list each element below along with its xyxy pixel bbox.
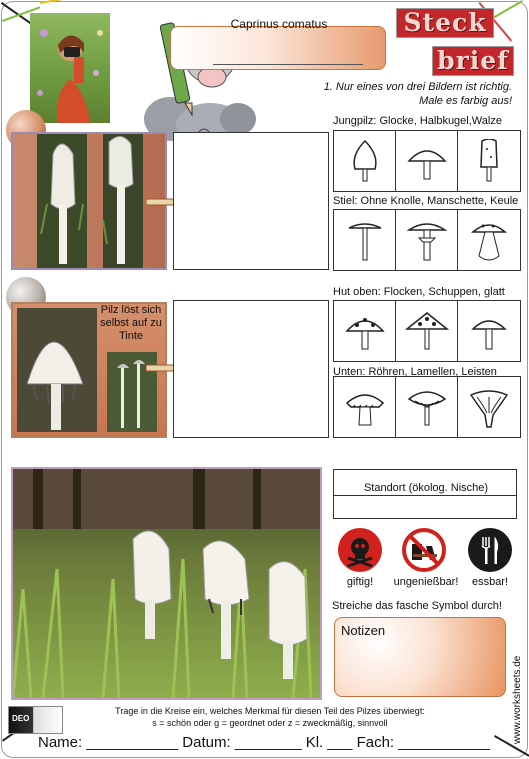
stiel-label: Stiel: Ohne Knolle, Manschette, Keule xyxy=(333,195,519,207)
edible-symbol[interactable] xyxy=(468,528,512,572)
jungpilz-options xyxy=(333,130,521,192)
cylinder-cap-option[interactable] xyxy=(458,131,520,191)
hut-options xyxy=(333,300,521,362)
plain-stem-icon xyxy=(343,218,387,262)
scales-cap-option[interactable] xyxy=(396,301,458,361)
ring-stem-option[interactable] xyxy=(396,210,458,270)
logo-line-2: brief xyxy=(432,46,514,76)
plain-stem-option[interactable] xyxy=(334,210,396,270)
scales-cap-icon xyxy=(405,309,449,353)
fork-knife-icon xyxy=(468,528,512,572)
unten-label: Unten: Röhren, Lamellen, Leisten xyxy=(333,366,497,378)
task-instruction: 1. Nur eines von drei Bildern ist richtig. Male es farbig aus! xyxy=(323,81,512,107)
steckbrief-logo xyxy=(396,8,514,80)
drawing-box-1[interactable] xyxy=(173,132,329,270)
bell-cap-icon xyxy=(345,139,385,183)
drawing-box-2[interactable] xyxy=(173,300,329,438)
skull-icon xyxy=(338,528,382,572)
ring-stem-icon xyxy=(405,218,449,262)
hemisphere-cap-icon xyxy=(405,139,449,183)
smooth-cap-option[interactable] xyxy=(458,301,520,361)
flakes-cap-icon xyxy=(343,309,387,353)
unten-options xyxy=(333,376,521,438)
student-info-line[interactable]: Name: ___________ Datum: ________ Kl. ___ Fach: ___________ xyxy=(38,734,491,751)
website-text: www.worksheets.de xyxy=(512,655,523,744)
no-eating-icon xyxy=(406,532,442,568)
club-stem-option[interactable] xyxy=(458,210,520,270)
deo-logo xyxy=(8,706,63,734)
smooth-cap-icon xyxy=(467,309,511,353)
poisonous-symbol[interactable] xyxy=(338,528,382,572)
young-mushroom-photo xyxy=(11,132,167,270)
club-stem-icon xyxy=(467,218,511,262)
gills-underside-icon xyxy=(405,385,449,429)
ink-caption: Pilz löst sich selbst auf zu Tinte xyxy=(100,304,162,342)
jungpilz-label: Jungpilz: Glocke, Halbkugel,Walze xyxy=(333,115,502,127)
inedible-label: ungenießbar! xyxy=(393,576,459,588)
poisonous-label: giftig! xyxy=(346,576,374,588)
stiel-options xyxy=(333,209,521,271)
ridges-underside-icon xyxy=(467,385,511,429)
inedible-symbol[interactable] xyxy=(402,528,446,572)
notes-label: Notizen xyxy=(341,623,386,638)
hemisphere-cap-option[interactable] xyxy=(396,131,458,191)
flakes-cap-option[interactable] xyxy=(334,301,396,361)
rating-instructions: Trage in die Kreise ein, welches Merkmal für diesen Teil des Pilzes überwiegt: s = schön oder g = geordnet oder z = zweckmäßig, sinnvoll xyxy=(115,706,425,728)
edible-label: essbar! xyxy=(471,576,509,588)
hut-label: Hut oben: Flocken, Schuppen, glatt xyxy=(333,286,505,298)
standort-label: Standort (ökolog. Nische) xyxy=(363,482,489,494)
title-underline xyxy=(213,64,363,65)
tubes-underside-icon xyxy=(343,385,387,429)
strike-instruction: Streiche das fasche Symbol durch! xyxy=(332,600,502,612)
gills-underside-option[interactable] xyxy=(396,377,458,437)
ridges-underside-option[interactable] xyxy=(458,377,520,437)
notes-box[interactable] xyxy=(334,617,506,697)
bell-cap-option[interactable] xyxy=(334,131,396,191)
deo-badge-text: DEO xyxy=(12,714,30,723)
standort-box[interactable] xyxy=(333,469,517,519)
species-title-box xyxy=(170,17,386,70)
cylinder-cap-icon xyxy=(469,139,509,183)
species-title: Caprinus comatus xyxy=(230,17,328,31)
photographer-photo xyxy=(30,13,110,123)
tubes-underside-option[interactable] xyxy=(334,377,396,437)
standort-divider xyxy=(334,495,516,496)
habitat-photo xyxy=(11,467,322,700)
logo-line-1: Steck xyxy=(396,8,494,38)
